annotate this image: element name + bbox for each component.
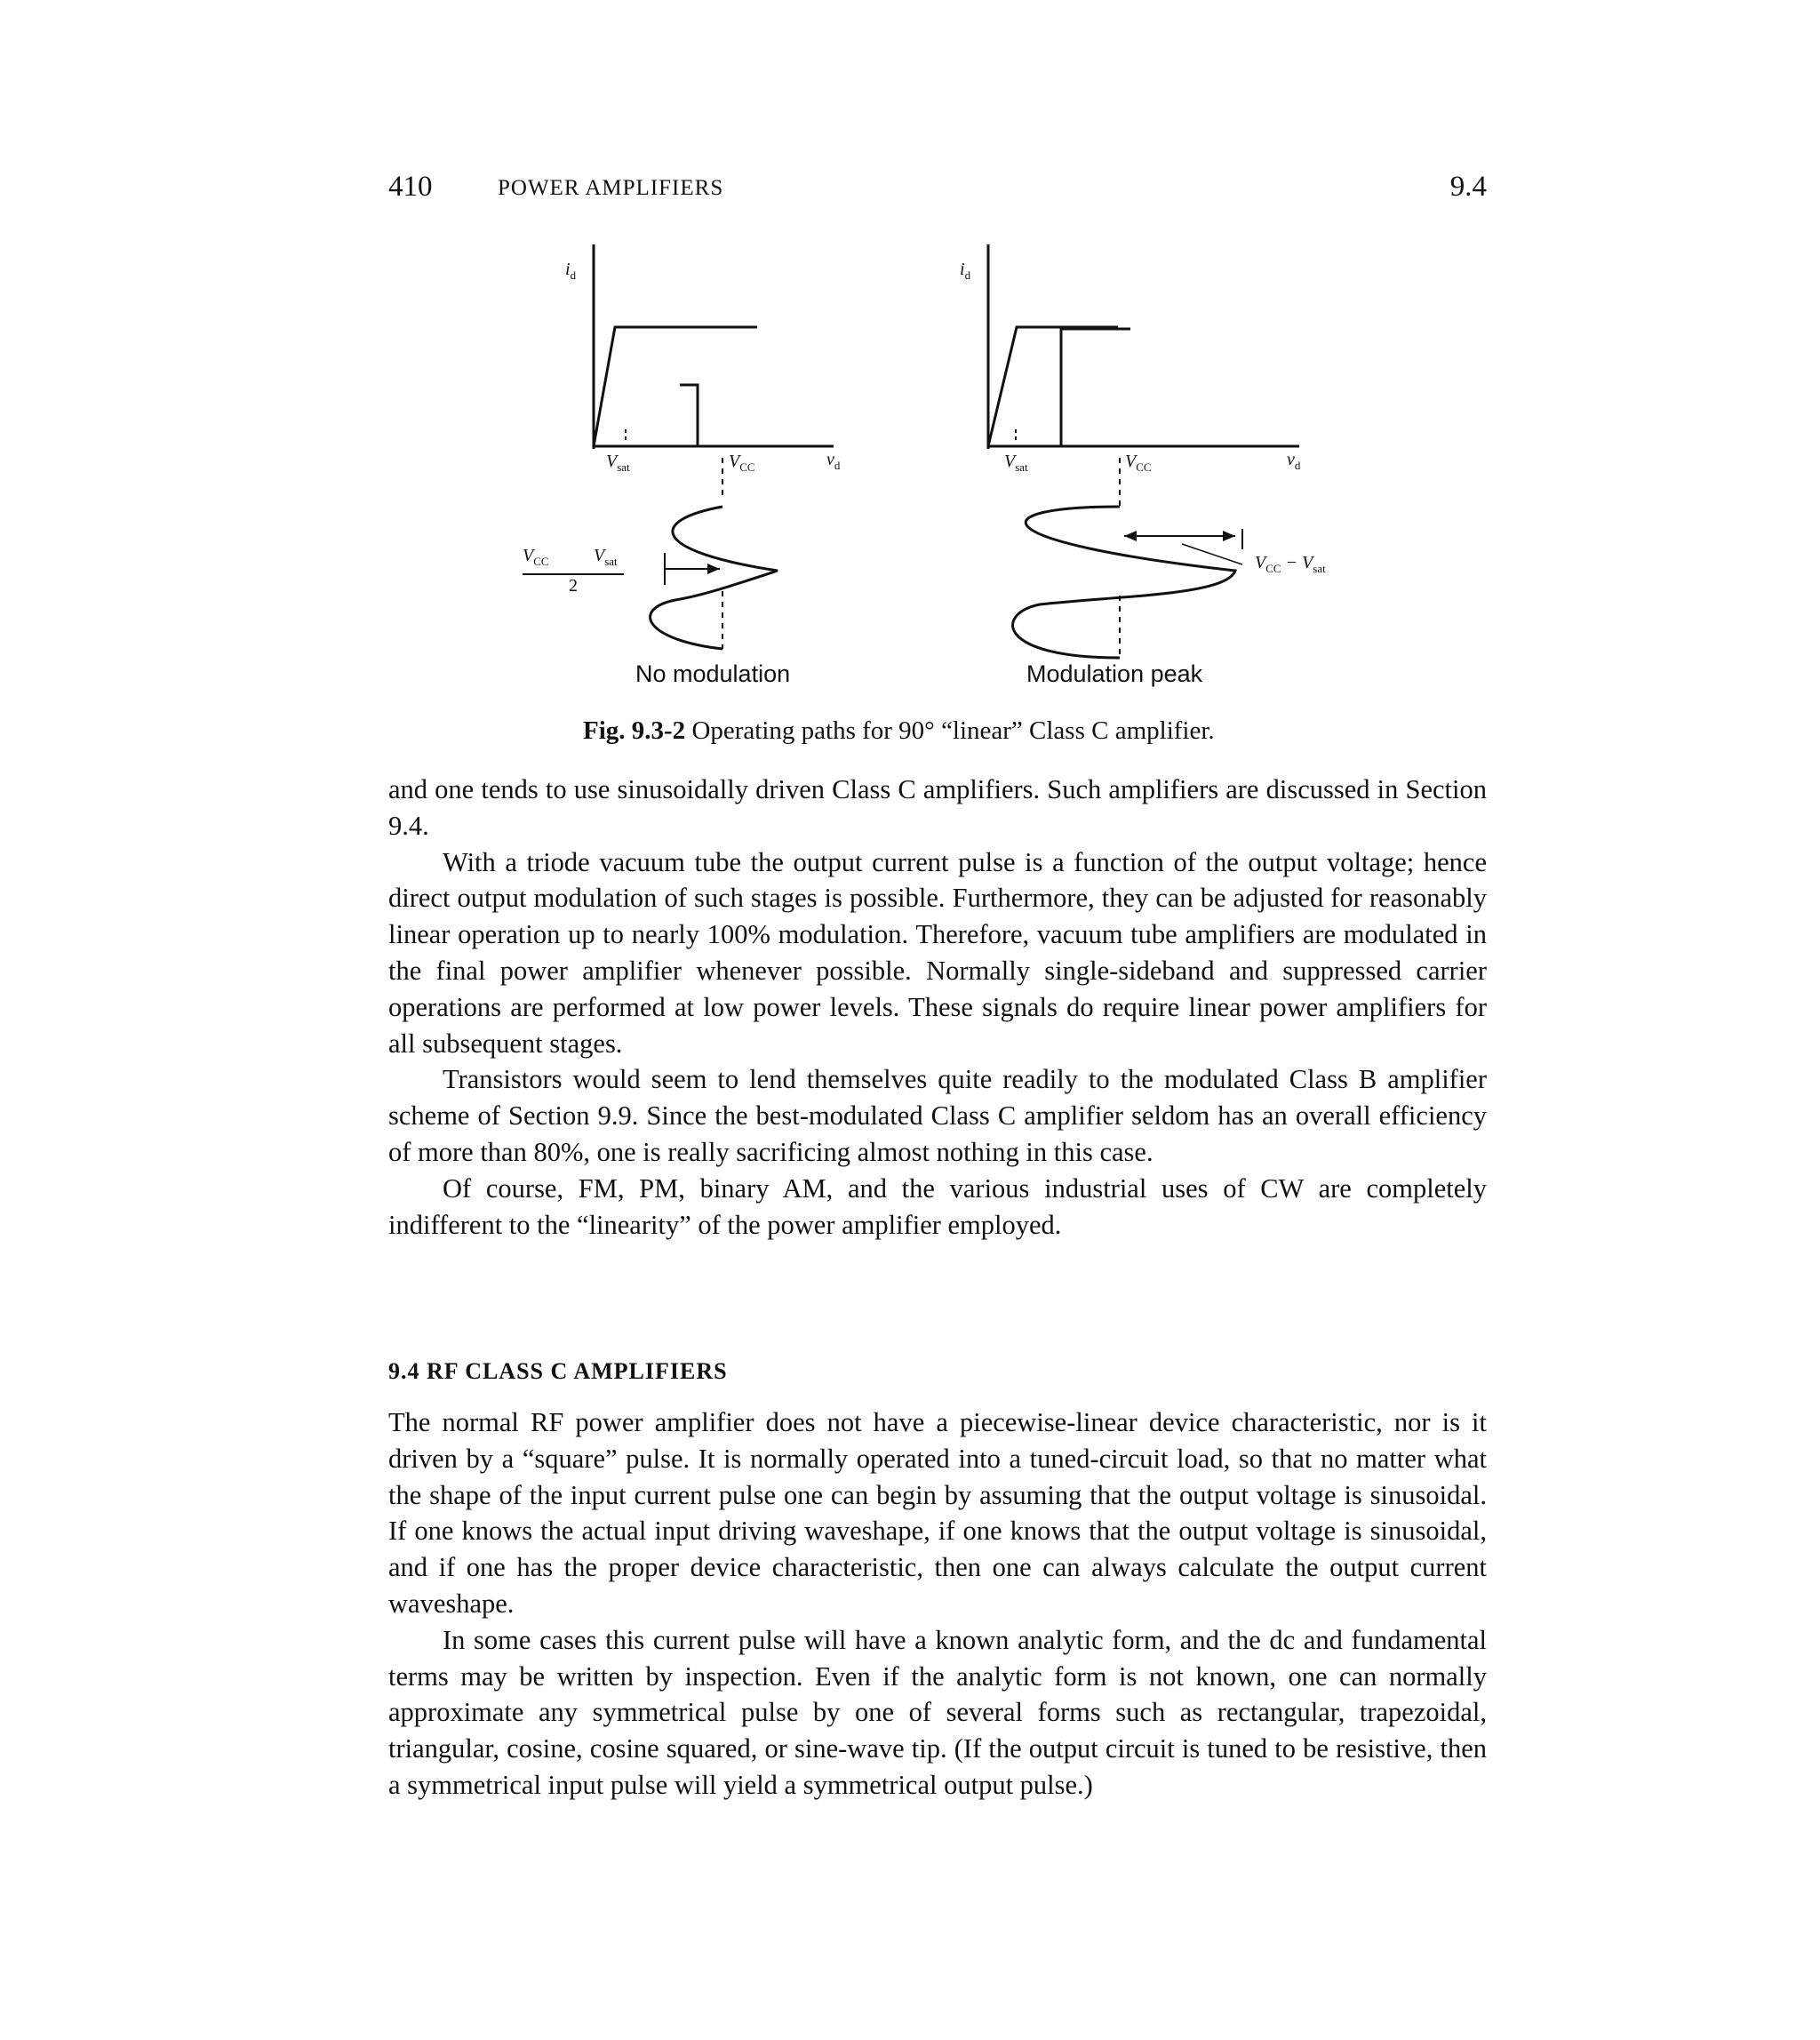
- right-vsat-label: $V_{sat}$: [1004, 452, 1028, 474]
- paragraph: The normal RF power amplifier does not have a piecewise-linear device characteristic, nor is it driven by a “square” pulse. It is normally operated into a tuned-circuit load, so that no matter what the shape of the input current pulse one can begin by assuming that the output voltage is sinusoidal. If one knows the actual input driving waveshape, if one knows that the output voltage is sinusoidal, and if one has the proper device characteristic, then one can always calculate the output current waveshape.: [388, 1407, 1487, 1619]
- left-vcc-label: $V_{CC}$: [729, 452, 755, 474]
- label-modulation-peak: Modulation peak: [1026, 660, 1203, 687]
- running-section-number: 9.4: [1449, 171, 1487, 203]
- left-swing-numerator-b: $V_{sat}$: [594, 546, 618, 568]
- right-vd-label: $v_d$: [1287, 450, 1301, 472]
- body-text-lower: [388, 1404, 1487, 1804]
- figure-caption: [583, 716, 1215, 746]
- right-operating-path: [1061, 329, 1130, 446]
- caption-number: Fig. 9.3-2: [583, 716, 686, 745]
- paragraph: and one tends to use sinusoidally driven Class C amplifiers. Such amplifiers are discussed in Section 9.4.: [388, 774, 1487, 841]
- paragraph: Transistors would seem to lend themselves quite readily to the modulated Class B amplifier scheme of Section 9.9. Since the best-modulated Class C amplifier seldom has an overall efficiency of more than 80%, one is really sacrificing almost nothing in this case.: [388, 1064, 1487, 1167]
- left-vd-label: $v_d$: [826, 450, 841, 472]
- right-vcc-label: $V_{CC}$: [1125, 452, 1152, 474]
- right-swing-label: $V_{CC} - V_{sat}$: [1255, 553, 1326, 575]
- left-operating-path: [665, 385, 698, 446]
- left-characteristic-curve: [594, 327, 757, 446]
- running-head: [388, 171, 1487, 215]
- paragraph: With a triode vacuum tube the output current pulse is a function of the output voltage; hence direct output modulation of such stages is possible. Furthermore, they can be adjusted for reasonably linear operation up to nearly 100% modulation. Therefore, vacuum tube amplifiers are modulated in the final power amplifier whenever possible. Normally single-sideband and suppressed carrier operations are performed at low power levels. These signals do require linear power amplifiers for all subsequent stages.: [388, 846, 1487, 1059]
- right-characteristic-curve: [988, 327, 1118, 446]
- label-no-modulation: No modulation: [635, 660, 791, 687]
- paragraph: Of course, FM, PM, binary AM, and the various industrial uses of CW are completely indifferent to the “linearity” of the power amplifier employed.: [388, 1172, 1487, 1240]
- left-swing-numerator-a: $V_{CC}$: [523, 546, 549, 568]
- right-id-label: $i_d$: [960, 260, 971, 282]
- running-title: POWER AMPLIFIERS: [498, 176, 724, 200]
- caption-text: Operating paths for 90° “linear” Class C amplifier.: [691, 716, 1215, 745]
- paragraph: In some cases this current pulse will have a known analytic form, and the dc and fundamental terms may be written by inspection. Even if the analytic form is not known, one can normally approximate any symmetrical pulse by one of several forms such as rectangular, trapezoidal, triangular, cosine, cosine squared, or sine-wave tip. (If the output circuit is tuned to be resistive, then a symmetrical input pulse will yield a symmetrical output pulse.): [388, 1624, 1487, 1800]
- left-vsat-label: $V_{sat}$: [606, 452, 630, 474]
- section-heading: 9.4 RF CLASS C AMPLIFIERS: [388, 1358, 728, 1384]
- figure-drawing: [498, 240, 1369, 720]
- right-drive-sinusoid: [1013, 507, 1235, 658]
- left-drive-sinusoid: [651, 507, 778, 649]
- body-text-upper: [388, 772, 1487, 1243]
- left-swing-denominator: 2: [569, 576, 578, 596]
- figure-operating-paths: [498, 240, 1369, 720]
- page-number: 410: [388, 171, 433, 203]
- left-id-label: $i_d$: [565, 260, 577, 282]
